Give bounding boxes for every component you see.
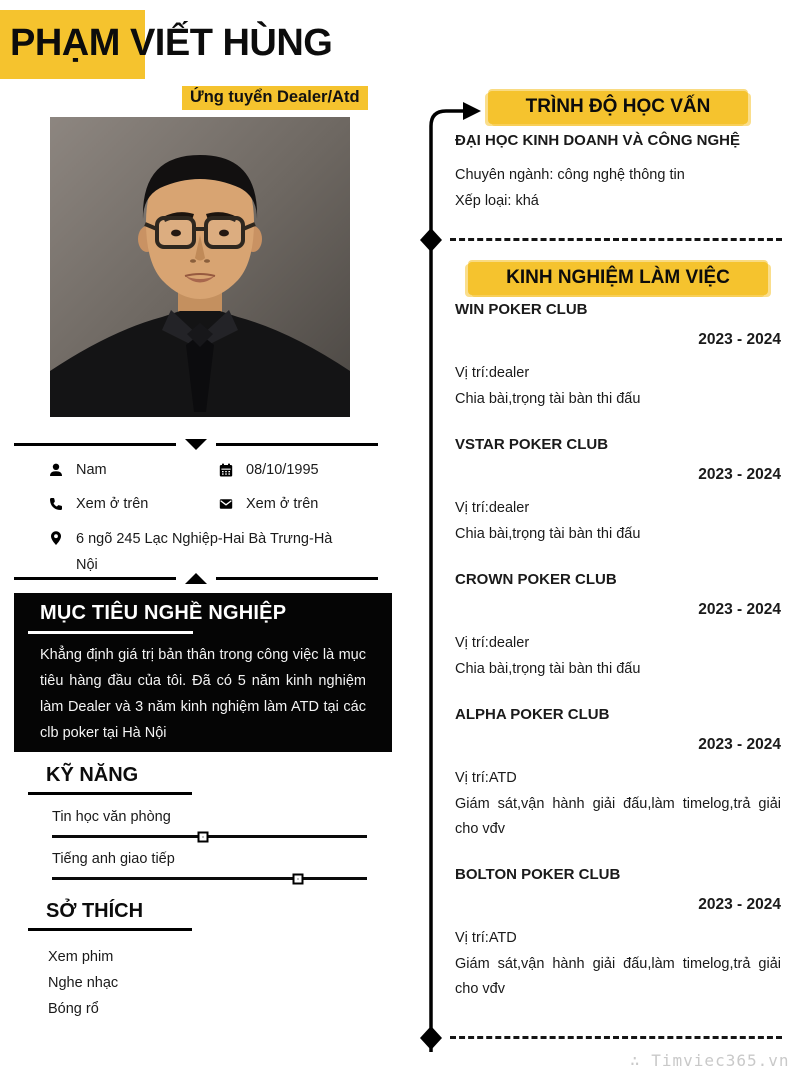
birth-date-value: 08/10/1995	[246, 462, 319, 478]
personal-info	[14, 455, 378, 572]
diamond-marker-top	[420, 228, 442, 252]
education-header	[455, 91, 781, 124]
education-section	[455, 133, 781, 209]
job-position: Vị trí:dealer	[455, 365, 530, 381]
experience-entry	[455, 572, 781, 682]
candidate-name: PHẠM VIẾT HÙNG	[10, 22, 333, 64]
experience-entry	[455, 437, 781, 547]
phone-icon	[48, 496, 64, 512]
applied-position: Ứng tuyển Dealer/Atd	[182, 86, 368, 110]
skill-label: Tiếng anh giao tiếp	[52, 851, 175, 867]
birth-date-row	[218, 462, 319, 479]
company-name: WIN POKER CLUB	[455, 301, 588, 318]
job-description: Chia bài,trọng tài bàn thi đấu	[455, 391, 641, 407]
diamond-marker-bottom	[420, 1026, 442, 1050]
gender-row	[48, 462, 107, 479]
skills-section	[28, 764, 378, 880]
dashed-separator-top	[450, 238, 782, 241]
skills-title: KỸ NĂNG	[46, 764, 139, 786]
skill-level-slider[interactable]	[52, 835, 367, 838]
location-icon	[48, 530, 64, 546]
email-icon	[218, 496, 234, 512]
hobbies-title-underline	[28, 928, 192, 931]
objective-text: Khẳng định giá trị bản thân trong công việc là mục tiêu hàng đầu của tôi. Đã có 5 năm kinh nghiệm làm Dealer và 3 năm kinh nghiệm làm ATD tại các clb poker tại Hà Nội	[40, 647, 366, 741]
work-period: 2023 - 2024	[698, 896, 781, 913]
info-divider-top	[14, 438, 378, 450]
job-position: Vị trí:dealer	[455, 635, 530, 651]
work-period: 2023 - 2024	[698, 466, 781, 483]
company-name: CROWN POKER CLUB	[455, 571, 617, 588]
job-position: Vị trí:ATD	[455, 930, 517, 946]
company-name: VSTAR POKER CLUB	[455, 436, 609, 453]
job-description: Giám sát,vận hành giải đấu,làm timelog,trả giải cho vđv	[455, 956, 781, 997]
address-value: 6 ngõ 245 Lạc Nghiệp-Hai Bà Trưng-Hà Nội	[76, 531, 333, 573]
job-description: Giám sát,vận hành giải đấu,làm timelog,trả giải cho vđv	[455, 796, 781, 837]
site-watermark: ∴ Timviec365.vn	[630, 1051, 790, 1070]
email-value: Xem ở trên	[246, 496, 319, 512]
email-row	[218, 496, 318, 513]
phone-value: Xem ở trên	[76, 496, 149, 512]
objective-section	[14, 593, 392, 752]
skill-label: Tin học văn phòng	[52, 809, 171, 825]
school-name: ĐẠI HỌC KINH DOANH VÀ CÔNG NGHỆ	[455, 132, 741, 149]
skill-level-slider[interactable]	[52, 877, 367, 880]
work-period: 2023 - 2024	[698, 331, 781, 348]
slider-handle[interactable]	[200, 833, 207, 840]
job-position: Vị trí:dealer	[455, 500, 530, 516]
hobbies-list	[48, 944, 378, 1022]
job-description: Chia bài,trọng tài bàn thi đấu	[455, 526, 641, 542]
dashed-separator-bottom	[450, 1036, 782, 1039]
experience-entry	[455, 707, 781, 842]
experience-entry	[455, 867, 781, 1002]
work-period: 2023 - 2024	[698, 736, 781, 753]
gender-value: Nam	[76, 462, 107, 478]
hobbies-section	[28, 900, 378, 1022]
company-name: BOLTON POKER CLUB	[455, 866, 621, 883]
job-description: Chia bài,trọng tài bàn thi đấu	[455, 661, 641, 677]
skills-title-underline	[28, 792, 192, 795]
portrait-illustration	[50, 117, 350, 417]
hobbies-title: SỞ THÍCH	[46, 900, 144, 922]
hobby-item: Bóng rổ	[48, 1001, 99, 1017]
experience-header	[455, 262, 781, 295]
company-name: ALPHA POKER CLUB	[455, 706, 610, 723]
slider-handle[interactable]	[294, 875, 301, 882]
skill-item	[52, 851, 367, 880]
objective-title-underline	[28, 631, 193, 634]
triangle-down-icon	[185, 439, 207, 450]
work-period: 2023 - 2024	[698, 601, 781, 618]
profile-photo	[50, 117, 350, 417]
person-icon	[48, 462, 64, 478]
skills-list	[28, 809, 378, 880]
education-major: Chuyên ngành: công nghệ thông tin	[455, 167, 685, 183]
hobby-item: Xem phim	[48, 949, 114, 965]
objective-title: MỤC TIÊU NGHỀ NGHIỆP	[40, 602, 287, 624]
calendar-icon	[218, 462, 234, 478]
education-title: TRÌNH ĐỘ HỌC VẤN	[488, 91, 749, 124]
skill-item	[52, 809, 367, 838]
education-classification: Xếp loại: khá	[455, 193, 539, 209]
hobby-item: Nghe nhạc	[48, 975, 119, 991]
experience-title: KINH NGHIỆM LÀM VIỆC	[468, 262, 768, 295]
address-row	[48, 530, 358, 578]
experience-list	[455, 302, 781, 1002]
job-position: Vị trí:ATD	[455, 770, 517, 786]
phone-row	[48, 496, 148, 513]
experience-entry	[455, 302, 781, 412]
